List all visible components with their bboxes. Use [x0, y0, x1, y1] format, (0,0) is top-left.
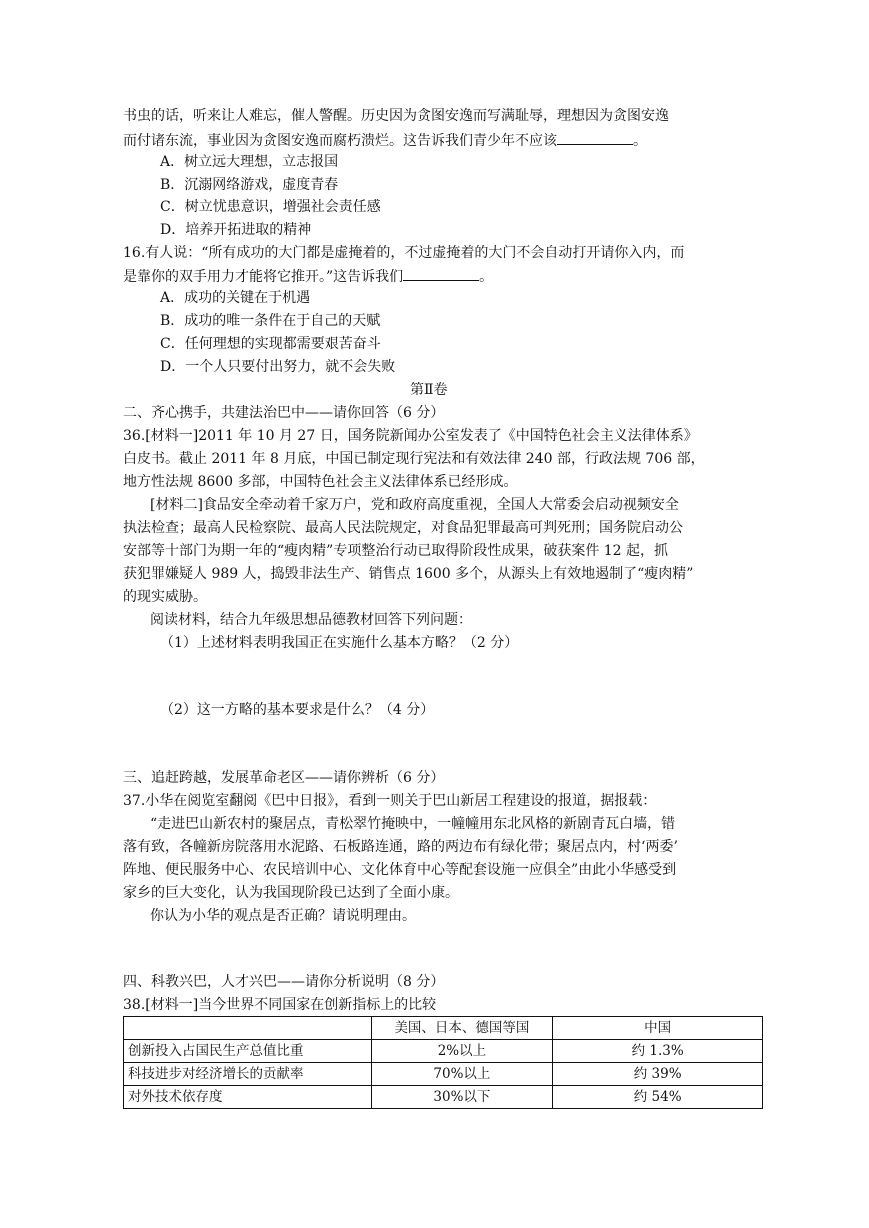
- innovation-comparison-table: [123, 1016, 763, 1109]
- q36-material-2-line-5: 的现实威胁。: [123, 589, 207, 605]
- q36-material-2-line-2: 执法检查；最高人民检察院、最高人民法院规定，对食品犯罪最高可判死刑；国务院启动公: [123, 520, 683, 536]
- table-header-cell: [124, 1017, 372, 1040]
- q16-option-a: A．成功的关键在于机遇: [160, 290, 311, 306]
- table-cell: 30%以下: [371, 1086, 553, 1109]
- q16-line-2-text: 是靠你的双手用力才能将它推开。”这告诉我们: [123, 269, 404, 285]
- q38-material-1-title: 38.[材料一]当今世界不同国家在创新指标上的比较: [123, 997, 437, 1013]
- table-cell: 约 39%: [553, 1063, 763, 1086]
- table-cell: 创新投入占国民生产总值比重: [124, 1040, 372, 1063]
- table-header-row: [124, 1017, 763, 1040]
- q15-line-2: [123, 130, 647, 151]
- table-cell: 科技进步对经济增长的贡献率: [124, 1063, 372, 1086]
- table-header-cell: 中国: [553, 1017, 763, 1040]
- q36-material-2-line-1: [材料二]食品安全牵动着千家万户，党和政府高度重视，全国人大常委会启动视频安全: [150, 497, 679, 513]
- q15-option-c: C．树立忧患意识，增强社会责任感: [160, 199, 381, 215]
- table-cell: 70%以上: [371, 1063, 553, 1086]
- table-header-cell: 美国、日本、德国等国: [371, 1017, 553, 1040]
- q15-answer-blank[interactable]: [557, 130, 633, 145]
- q36-material-1-line-2: 白皮书。截止 2011 年 8 月底，中国已制定现行宪法和有效法律 240 部，行政法规 706 部，: [123, 451, 705, 467]
- q16-line-2-end: 。: [479, 269, 494, 285]
- q16-answer-blank[interactable]: [403, 266, 479, 281]
- section-4-heading: 四、科教兴巴，人才兴巴——请你分析说明（8 分）: [123, 974, 445, 990]
- part-2-title: 第Ⅱ卷: [410, 382, 448, 398]
- q15-option-a: A．树立远大理想，立志报国: [160, 154, 339, 170]
- q36-material-1-line-3: 地方性法规 8600 多部，中国特色社会主义法律体系已经形成。: [123, 474, 518, 490]
- table-cell: 对外技术依存度: [124, 1086, 372, 1109]
- table-row: [124, 1040, 763, 1063]
- q16-line-2: [123, 266, 493, 287]
- q37-quote-line-4: 家乡的巨大变化，认为我国现阶段已达到了全面小康。: [123, 885, 459, 901]
- table-cell: 约 1.3%: [553, 1040, 763, 1063]
- q36-sub-question-1: （1）上述材料表明我国正在实施什么基本方略？（2 分）: [160, 635, 519, 651]
- section-3-heading: 三、追赶跨越，发展革命老区——请你辨析（6 分）: [123, 770, 445, 786]
- q15-option-d: D．培养开拓进取的精神: [160, 222, 312, 238]
- q36-sub-question-2: （2）这一方略的基本要求是什么？（4 分）: [160, 702, 435, 718]
- q36-material-1-line-1: 36.[材料一]2011 年 10 月 27 日，国务院新闻办公室发表了《中国特色社会主义法律体系》: [123, 428, 698, 444]
- table-cell: 2%以上: [371, 1040, 553, 1063]
- q15-line-2-end: 。: [633, 133, 647, 149]
- q15-line-1: 书虫的话，听来让人难忘，催人警醒。历史因为贪图安逸而写满耻辱，理想因为贪图安逸: [123, 108, 669, 124]
- q37-question: 你认为小华的观点是否正确？请说明理由。: [150, 908, 416, 924]
- q37-intro: 37.小华在阅览室翻阅《巴中日报》，看到一则关于巴山新居工程建设的报道，据报载：: [123, 793, 657, 809]
- q37-quote-line-1: “走进巴山新农村的聚居点，青松翠竹掩映中，一幢幢用东北风格的新剧青瓦白墙，错: [150, 816, 676, 832]
- q16-option-d: D．一个人只要付出努力，就不会失败: [160, 359, 396, 375]
- table-cell: 约 54%: [553, 1086, 763, 1109]
- q36-instruction: 阅读材料，结合九年级思想品德教材回答下列问题：: [150, 612, 472, 628]
- q16-option-b: B．成功的唯一条件在于自己的天赋: [160, 313, 381, 329]
- section-2-heading: 二、齐心携手，共建法治巴中——请你回答（6 分）: [123, 405, 445, 421]
- q37-quote-line-2: 落有致，各幢新房院落用水泥路、石板路连通，路的两边布有绿化带；聚居点内，村‘两委’: [123, 839, 678, 855]
- q16-option-c: C．任何理想的实现都需要艰苦奋斗: [160, 336, 381, 352]
- q36-material-2-line-4: 获犯罪嫌疑人 989 人，捣毁非法生产、销售点 1600 多个，从源头上有效地遏制了“瘦肉精”: [123, 566, 694, 582]
- q15-option-b: B．沉溺网络游戏，虚度青春: [160, 177, 339, 193]
- table-row: [124, 1086, 763, 1109]
- q36-material-2-line-3: 安部等十部门为期一年的“瘦肉精”专项整治行动已取得阶段性成果，破获案件 12 起，抓: [123, 543, 669, 559]
- q16-line-1: 16.有人说：“所有成功的大门都是虚掩着的，不过虚掩着的大门不会自动打开请你入内，而: [123, 245, 685, 261]
- q15-line-2-text: 而付诸东流，事业因为贪图安逸而腐朽溃烂。这告诉我们青少年不应该: [123, 133, 557, 149]
- table-row: [124, 1063, 763, 1086]
- q37-quote-line-3: 阵地、便民服务中心、农民培训中心、文化体育中心等配套设施一应俱全”由此小华感受到: [123, 862, 677, 878]
